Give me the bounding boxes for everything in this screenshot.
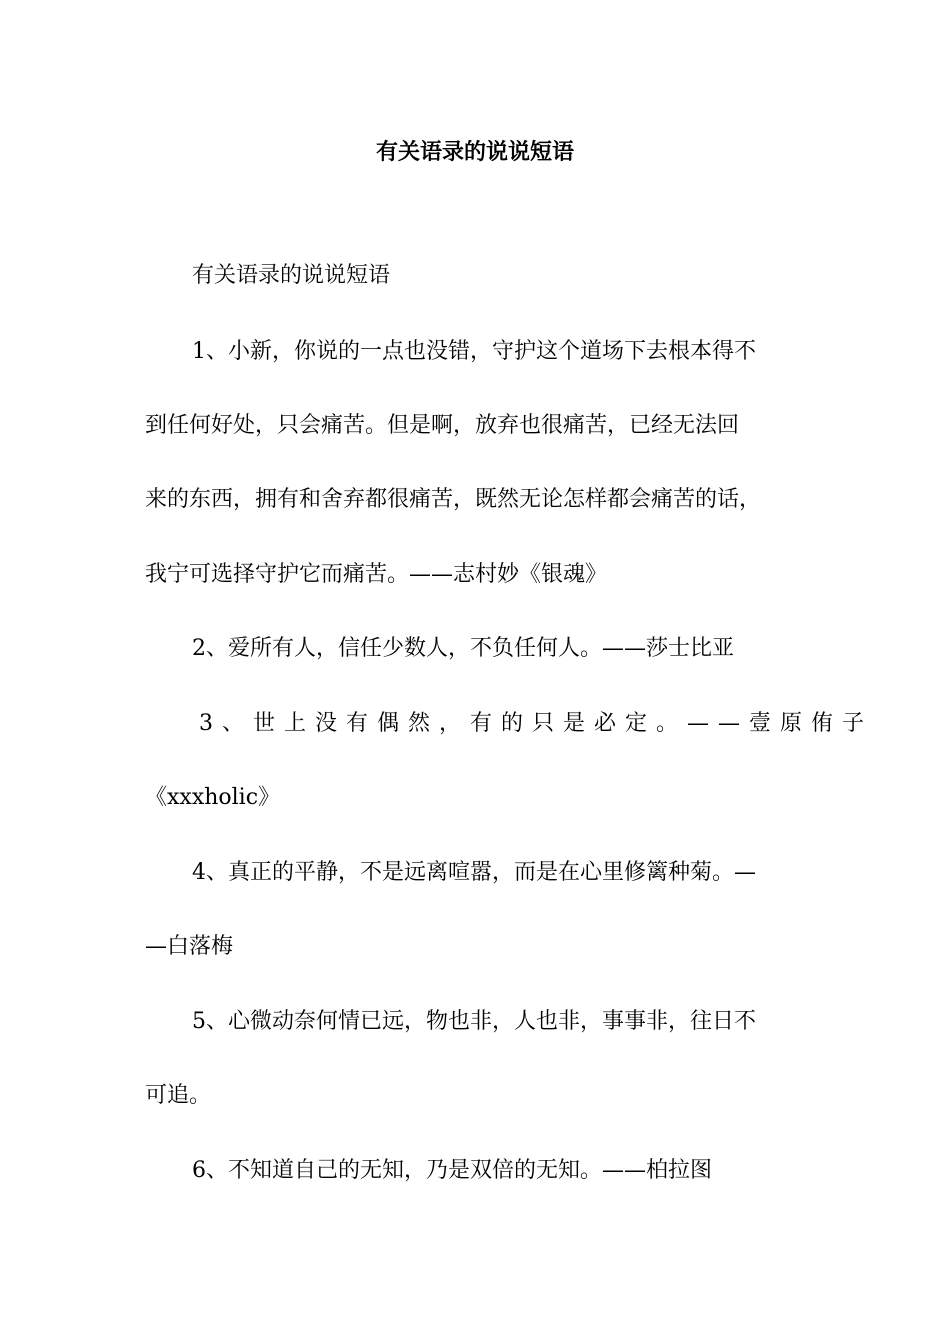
quote-6-line-1: 6、不知道自己的无知，乃是双倍的无知。——柏拉图 — [192, 1158, 712, 1183]
quote-1-line-4: 我宁可选择守护它而痛苦。——志村妙《银魂》 — [145, 562, 608, 587]
intro-line: 有关语录的说说短语 — [192, 263, 391, 288]
quote-3-line-1: 3、世上没有偶然，有的只是必定。——壹原侑子 — [199, 711, 873, 736]
document-title: 有关语录的说说短语 — [375, 139, 574, 165]
quote-2-line-1: 2、爱所有人，信任少数人，不负任何人。——莎士比亚 — [192, 636, 734, 661]
quote-3-line-2: 《xxxholic》 — [145, 785, 281, 810]
quote-5-line-2: 可追。 — [145, 1083, 212, 1108]
quote-1-line-2: 到任何好处，只会痛苦。但是啊，放弃也很痛苦，已经无法回 — [145, 413, 740, 438]
quote-4-line-2: —白落梅 — [145, 934, 234, 959]
quote-4-line-1: 4、真正的平静，不是远离喧嚣，而是在心里修篱种菊。— — [192, 860, 756, 885]
quote-1-line-1: 1、小新，你说的一点也没错，守护这个道场下去根本得不 — [192, 339, 756, 364]
quote-1-line-3: 来的东西，拥有和舍弃都很痛苦，既然无论怎样都会痛苦的话， — [145, 487, 762, 512]
quote-5-line-1: 5、心微动奈何情已远，物也非，人也非，事事非，往日不 — [192, 1009, 756, 1034]
